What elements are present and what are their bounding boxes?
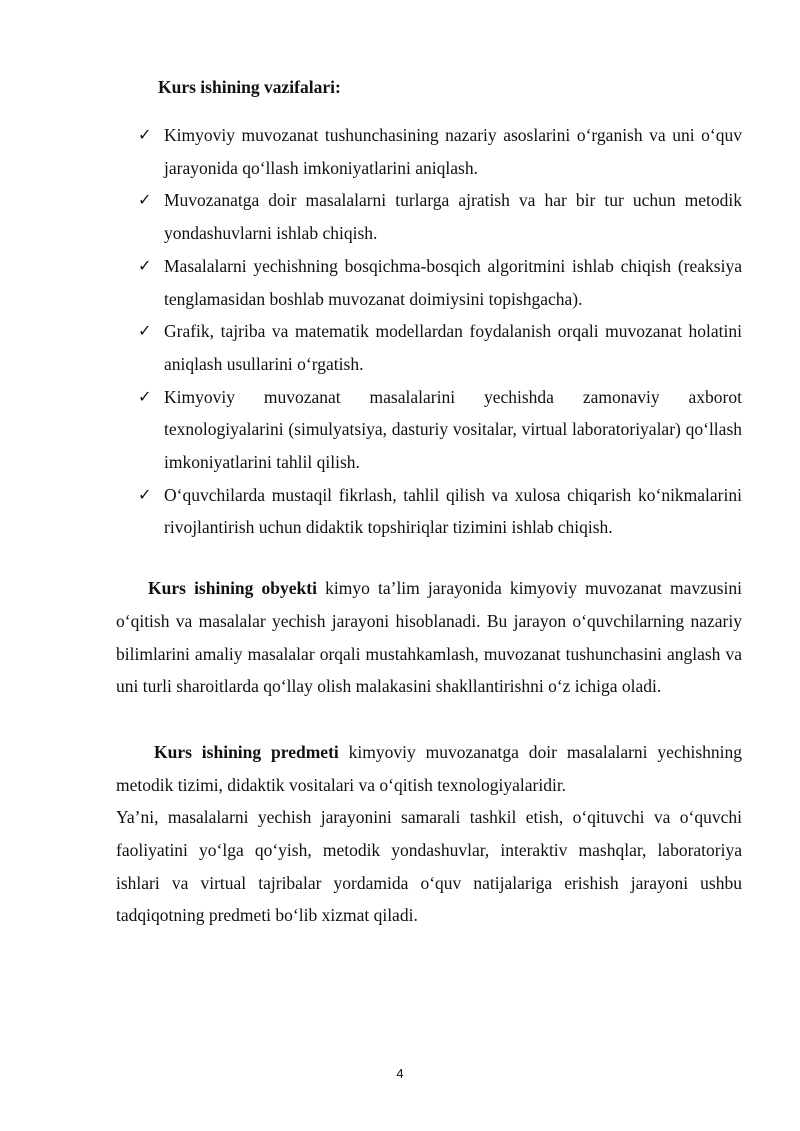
task-item [136,250,742,315]
check-mark-icon: ✓ [138,484,152,504]
subject-text: kimyoviy muvozanatga doir masalalarni yechishning metodik tizimi, didaktik vositalari va o‘qitish texnologiyalaridir. [116,742,742,795]
task-text: O‘quvchilarda mustaqil fikrlash, tahlil qilish va xulosa chiqarish ko‘nikmalarini rivojlantirish uchun didaktik topshiriqlar tizimini ishlab chiqish. [164,484,742,538]
explanation-paragraph: Ya’ni, masalalarni yechish jarayonini samarali tashkil etish, o‘qituvchi va o‘quvchi faoliyatini yo‘lga qo‘yish, metodik yondashuvlar, interaktiv mashqlar, laboratoriya ishlari va virtual tajribalar yordamida o‘quv natijalariga erishish jarayoni ushbu tadqiqotning predmeti bo‘lib xizmat qiladi. [116,807,742,926]
section-heading: Kurs ishining vazifalari: [158,77,341,97]
task-item [136,119,742,184]
page-number: 4 [396,1066,404,1081]
task-item [136,184,742,249]
task-item [136,479,742,544]
object-paragraph [116,572,742,703]
object-text: kimyo ta’lim jarayonida kimyoviy muvozanat mavzusini o‘qitish va masalalar yechish jarayoni hisoblanadi. Bu jarayon o‘quvchilarning nazariy bilimlarini amaliy masalalar orqali mustahkamlash, muvozanat tushunchasini anglash va uni turli sharoitlarda qo‘llay olish malakasini shakllantirishni o‘z ichiga oladi. [116,578,742,697]
check-mark-icon: ✓ [138,125,152,144]
subject-paragraph [116,736,742,802]
task-list [136,119,742,544]
subject-lead: Kurs ishining predmeti [154,742,339,762]
check-mark-icon: ✓ [138,386,152,406]
task-text: Kimyoviy muvozanat tushunchasining nazariy asoslarini o‘rganish va uni o‘quv jarayonida qo‘llash imkoniyatlarini aniqlash. [164,125,742,178]
check-mark-icon: ✓ [138,321,152,341]
check-mark-icon: ✓ [138,255,152,275]
task-item [136,381,742,479]
check-mark-icon: ✓ [138,190,152,210]
task-text: Muvozanatga doir masalalarni turlarga ajratish va har bir tur uchun metodik yondashuvlarni ishlab chiqish. [164,190,742,244]
task-item [136,315,742,380]
object-lead: Kurs ishining obyekti [148,578,317,598]
task-text: Grafik, tajriba va matematik modellardan foydalanish orqali muvozanat holatini aniqlash usullarini o‘rgatish. [164,321,742,374]
task-text: Masalalarni yechishning bosqichma-bosqich algoritmini ishlab chiqish (reaksiya tenglamasidan boshlab muvozanat doimiysini topishgacha). [164,255,742,309]
task-text: Kimyoviy muvozanat masalalarini yechishda zamonaviy axborot texnologiyalarini (simulyatsiya, dasturiy vositalar, virtual laboratoriyalar) qo‘llash imkoniyatlarini tahlil qilish. [164,386,742,473]
